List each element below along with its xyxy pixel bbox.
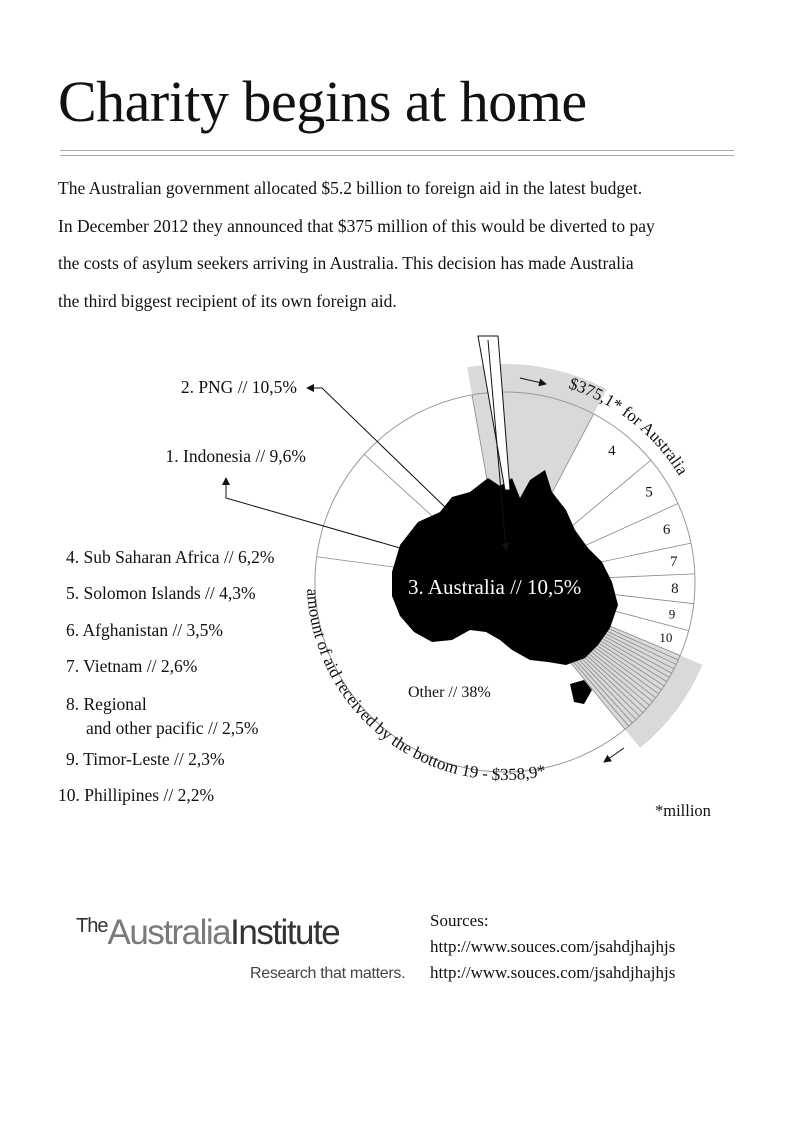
slice-number-9: 9	[668, 606, 676, 622]
units-note: *million	[655, 801, 711, 820]
intro-line: The Australian government allocated $5.2 billion to foreign aid in the latest budget.	[58, 178, 643, 198]
source-link[interactable]: http://www.souces.com/jsahdjhajhjs	[430, 937, 676, 956]
bottom-19-arrow	[604, 748, 624, 762]
logo-tagline: Research that matters.	[250, 965, 406, 982]
slice-number-5: 5	[645, 484, 653, 501]
intro-line: the costs of asylum seekers arriving in Australia. This decision has made Australia	[58, 253, 634, 273]
annotation-australia-amount-path: $375,1* for Australia	[566, 373, 693, 479]
page-title: Charity begins at home	[58, 69, 587, 134]
indonesia-arrow	[226, 478, 400, 548]
slice-label-vietnam: 7. Vietnam // 2,6%	[66, 656, 198, 676]
slice-label-other: Other // 38%	[408, 684, 491, 701]
logo-wordmark: $^{The}$AustraliaInstitute	[76, 913, 340, 952]
slice-number-4: 4	[608, 442, 616, 459]
title-rule	[60, 150, 734, 151]
sources-label: Sources:	[430, 911, 489, 930]
intro-line: In December 2012 they announced that $375 million of this would be diverted to pay	[58, 215, 655, 236]
slice-number-6: 6	[662, 522, 671, 539]
png-arrow	[307, 388, 448, 510]
australia-mainland	[392, 470, 618, 665]
title-rule-secondary	[60, 155, 734, 156]
slice-label-timor-leste: 9. Timor-Leste // 2,3%	[66, 749, 225, 769]
slice-number-8: 8	[671, 581, 679, 598]
intro-text	[58, 170, 748, 320]
intro-line: the third biggest recipient of its own foreign aid.	[58, 290, 397, 311]
slice-number-10: 10	[659, 629, 673, 645]
slice-number-labels	[608, 443, 678, 645]
slice-label-afghanistan: 6. Afghanistan // 3,5%	[66, 620, 223, 640]
slice-number-7: 7	[669, 553, 678, 570]
slice-label-solomon-islands: 5. Solomon Islands // 4,3%	[66, 583, 256, 603]
slice-label-australia: 3. Australia // 10,5%	[408, 575, 582, 599]
slice-label-regional-line1: 8. Regional	[66, 694, 147, 714]
slice-label-png: 2. PNG // 10,5%	[180, 377, 297, 397]
slice-label-indonesia: 1. Indonesia // 9,6%	[165, 446, 306, 466]
australia-institute-logo	[76, 913, 406, 982]
sources-block	[430, 908, 675, 986]
slice-label-regional	[66, 692, 259, 740]
slice-label-sub-saharan-africa: 4. Sub Saharan Africa // 6,2%	[66, 547, 275, 567]
source-link[interactable]: http://www.souces.com/jsahdjhajhjs	[430, 963, 676, 982]
annotation-bottom-19-path: amount of aid received by the bottom 19 - $358,9*	[303, 588, 548, 785]
slice-label-regional-line2: and other pacific // 2,5%	[86, 718, 259, 738]
slice-label-phillipines: 10. Phillipines // 2,2%	[58, 785, 215, 805]
